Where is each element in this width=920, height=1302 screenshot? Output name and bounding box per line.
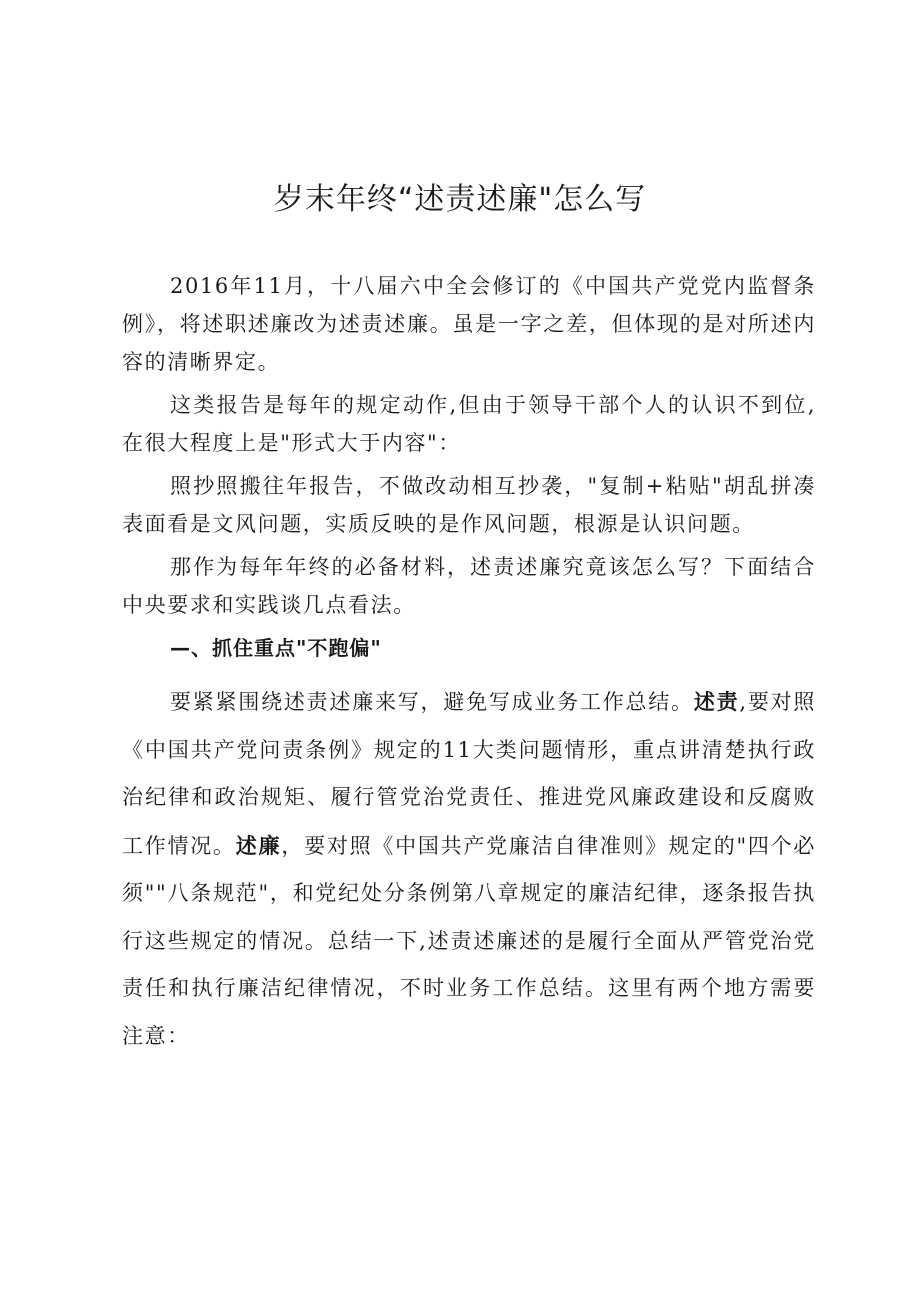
paragraph-intro: 2016年11月，十八届六中全会修订的《中国共产党党内监督条例》，将述职述廉改为述责述廉。虽是一字之差，但体现的是对所述内容的清晰界定。 bbox=[122, 274, 816, 374]
document-body bbox=[122, 267, 816, 1065]
section1-text-part2: ,要对照《中国共产党问责条例》规定的11大类问题情形，重点讲清楚执行政治纪律和政治规矩、履行管党治党责任、推进党风廉政建设和反腐败工作情况。 bbox=[122, 690, 816, 858]
paragraph-problem: 这类报告是每年的规定动作,但由于领导干部个人的认识不到位,在很大程度上是"形式大于内容"： bbox=[122, 393, 816, 455]
paragraph-question: 那作为每年年终的必备材料，述责述廉究竟该怎么写？下面结合中央要求和实践谈几点看法。 bbox=[122, 555, 816, 617]
section1-text-part1: 要紧紧围绕述责述廉来写，避免写成业务工作总结。 bbox=[170, 690, 694, 714]
document-title: 岁末年终“述责述廉"怎么写 bbox=[273, 182, 647, 217]
section1-bold-shuze: 述责 bbox=[693, 689, 740, 714]
section1-bold-shulian: 述廉 bbox=[235, 832, 282, 858]
paragraph-section1 bbox=[122, 678, 816, 1060]
section1-text-part3: ，要对照《中国共产党廉洁自律准则》规定的"四个必须""八条规范"，和党纪处分条例第八章规定的廉洁纪律，逐条报告执行这些规定的情况。总结一下,述责述廉述的是履行全面从严管党治党责任和执行廉洁纪律情况，不时业务工作总结。这里有两个地方需要注意： bbox=[122, 833, 816, 1048]
section-heading-1: —、抓住重点"不跑偏" bbox=[170, 636, 382, 660]
paragraph-copy-paste: 照抄照搬往年报告，不做改动相互抄袭，"复制+粘贴"胡乱拼凑表面看是文风问题，实质反映的是作风问题，根源是认识问题。 bbox=[122, 474, 816, 536]
